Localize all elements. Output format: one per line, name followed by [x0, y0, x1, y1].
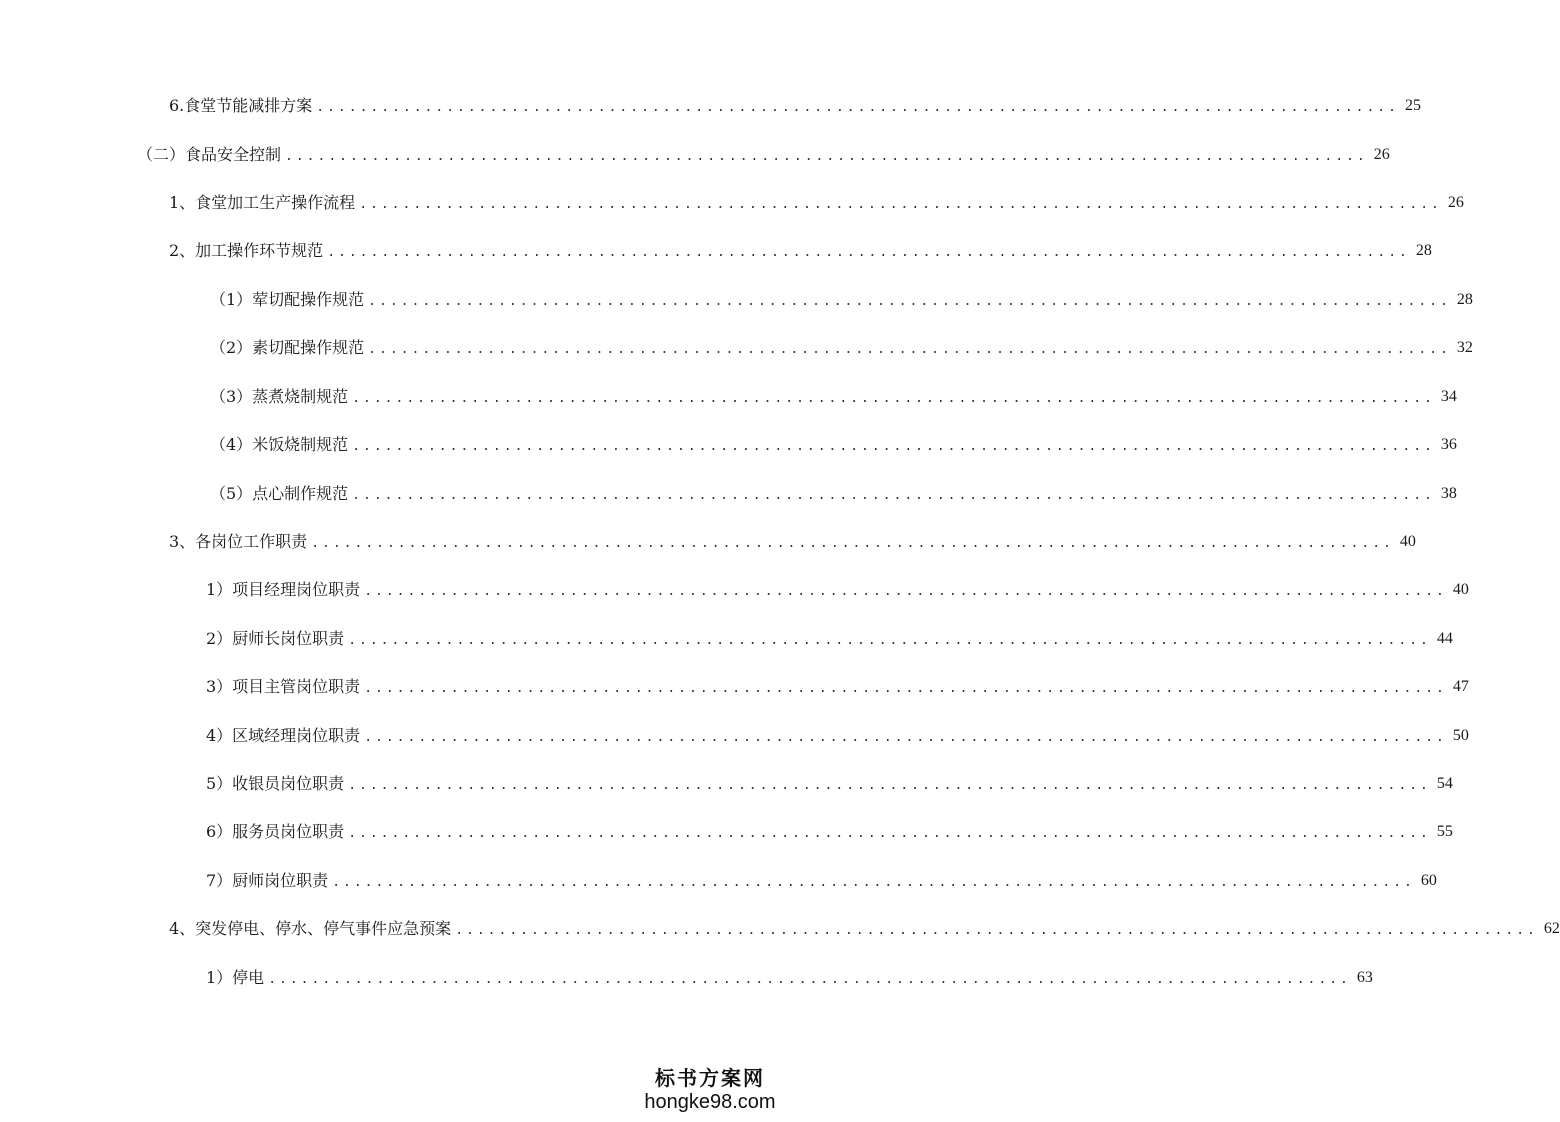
- toc-entry-title: （1）荤切配操作规范: [210, 290, 365, 309]
- toc-entry[interactable]: [210, 384, 1457, 410]
- toc-entry[interactable]: [137, 142, 1390, 168]
- toc-entry-title: 1）项目经理岗位职责: [206, 580, 361, 599]
- watermark-url: hongke98.com: [644, 1091, 776, 1113]
- toc-entry-title: （二）食品安全控制: [137, 145, 282, 164]
- toc-entry-page: 54: [1436, 775, 1453, 792]
- toc-entry[interactable]: [206, 674, 1469, 700]
- toc-entry-page: 62: [1543, 920, 1560, 937]
- dot-leader: ....................................................................................................: [285, 149, 1368, 164]
- toc-entry-page: 40: [1452, 581, 1469, 598]
- toc-entry[interactable]: [210, 481, 1457, 507]
- dot-leader: ....................................................................................................: [348, 778, 1431, 793]
- toc-entry-title: （3）蒸煮烧制规范: [210, 387, 349, 406]
- toc-entry[interactable]: [210, 335, 1473, 361]
- toc-entry-title: 3）项目主管岗位职责: [206, 677, 361, 696]
- toc-entry-page: 34: [1440, 388, 1457, 405]
- toc-entry-title: 6）服务员岗位职责: [206, 822, 345, 841]
- toc-entry-page: 44: [1436, 630, 1453, 647]
- toc-entry-title: （5）点心制作规范: [210, 484, 349, 503]
- toc-entry-title: 7）厨师岗位职责: [206, 871, 329, 890]
- watermark-site-name: 标书方案网: [655, 1066, 765, 1090]
- toc-entry-page: 28: [1456, 291, 1473, 308]
- dot-leader: ....................................................................................................: [348, 633, 1431, 648]
- toc-entry[interactable]: [169, 529, 1416, 555]
- toc-entry-page: 50: [1452, 727, 1469, 744]
- dot-leader: ....................................................................................................: [364, 730, 1447, 745]
- toc-entry-title: 6.食堂节能减排方案: [169, 96, 313, 115]
- toc-entry[interactable]: [169, 238, 1432, 264]
- toc-entry-title: 2）厨师长岗位职责: [206, 629, 345, 648]
- toc-entry-page: 40: [1399, 533, 1416, 550]
- dot-leader: ....................................................................................................: [268, 972, 1351, 987]
- toc-entry[interactable]: [206, 965, 1373, 991]
- toc-entry-page: 32: [1456, 339, 1473, 356]
- toc-entry[interactable]: [206, 577, 1469, 603]
- toc-entry-title: （4）米饭烧制规范: [210, 435, 349, 454]
- toc-entry-page: 26: [1373, 146, 1390, 163]
- toc-entry[interactable]: [169, 916, 1560, 942]
- toc-entry-title: 4）区域经理岗位职责: [206, 726, 361, 745]
- toc-entry-page: 55: [1436, 823, 1453, 840]
- dot-leader: ....................................................................................................: [348, 826, 1431, 841]
- toc-entry-page: 63: [1356, 969, 1373, 986]
- toc-entry[interactable]: [206, 626, 1453, 652]
- toc-entry-title: 5）收银员岗位职责: [206, 774, 345, 793]
- dot-leader: ....................................................................................................: [455, 923, 1538, 938]
- toc-entry-page: 38: [1440, 485, 1457, 502]
- toc-entry-title: （2）素切配操作规范: [210, 338, 365, 357]
- site-watermark: [640, 1066, 780, 1114]
- toc-entry-title: 1、食堂加工生产操作流程: [169, 193, 356, 212]
- toc-entry-title: 1）停电: [206, 968, 265, 987]
- toc-entry-title: 2、加工操作环节规范: [169, 241, 324, 260]
- toc-entry[interactable]: [206, 771, 1453, 797]
- toc-entry[interactable]: [210, 287, 1473, 313]
- toc-entry[interactable]: [169, 190, 1464, 216]
- dot-leader: ....................................................................................................: [311, 536, 1394, 551]
- dot-leader: ....................................................................................................: [316, 100, 1399, 115]
- dot-leader: ....................................................................................................: [364, 584, 1447, 599]
- toc-entry[interactable]: [210, 432, 1457, 458]
- dot-leader: ....................................................................................................: [359, 197, 1442, 212]
- toc-entry-page: 25: [1404, 97, 1421, 114]
- toc-entry-page: 60: [1420, 872, 1437, 889]
- dot-leader: ....................................................................................................: [352, 439, 1435, 454]
- dot-leader: ....................................................................................................: [352, 391, 1435, 406]
- toc-entry[interactable]: [206, 723, 1469, 749]
- toc-entry-page: 36: [1440, 436, 1457, 453]
- dot-leader: ....................................................................................................: [368, 342, 1451, 357]
- dot-leader: ....................................................................................................: [364, 681, 1447, 696]
- toc-entry[interactable]: [169, 93, 1421, 119]
- toc-entry-title: 3、各岗位工作职责: [169, 532, 308, 551]
- dot-leader: ....................................................................................................: [368, 294, 1451, 309]
- dot-leader: ....................................................................................................: [327, 245, 1410, 260]
- toc-entry-page: 26: [1447, 194, 1464, 211]
- dot-leader: ....................................................................................................: [332, 875, 1415, 890]
- toc-entry[interactable]: [206, 819, 1453, 845]
- toc-entry-page: 28: [1415, 242, 1432, 259]
- dot-leader: ....................................................................................................: [352, 488, 1435, 503]
- toc-entry-title: 4、突发停电、停水、停气事件应急预案: [169, 919, 452, 938]
- toc-entry[interactable]: [206, 868, 1437, 894]
- toc-entry-page: 47: [1452, 678, 1469, 695]
